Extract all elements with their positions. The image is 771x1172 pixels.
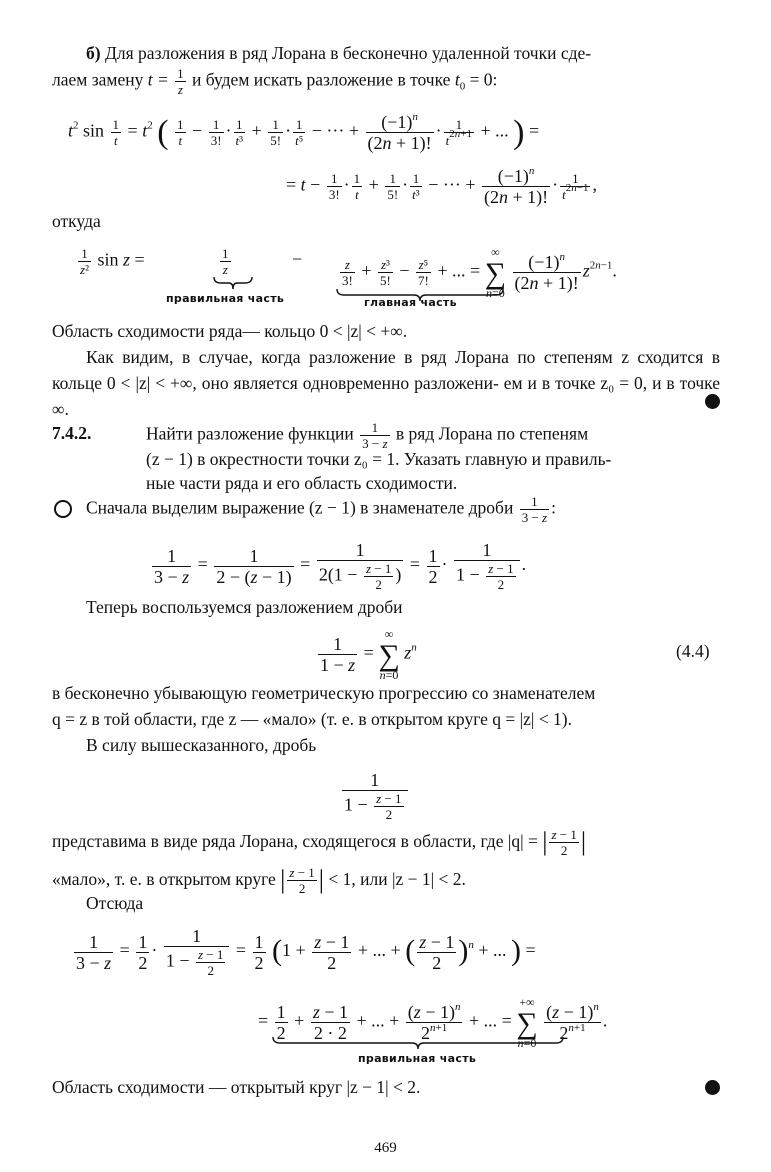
principal-part-terms: $\frac{z}{3!}$ + $\frac{\text{z³}}{5!}$ − $\frac{\text{z⁵}}{7!}$ + ... = ∞ ∑ n=0 $\frac{(-1)^n}{(2n + 1)!}$ $z^{2n-1}$. <box>342 245 617 300</box>
equation-expansion: $\frac{1}{3 - z}$ = $\frac{1}{2}$ · 1 1 − $\frac{z - 1}{2}$ = $\frac{1}{2}$ (1 + $\frac{z - 1}{2}$ + ... + ( $\frac{z - 1}{2}$ )$^n$ + ... ) = <box>76 926 536 978</box>
substitution: t = <box>147 69 169 90</box>
solution-start-marker <box>54 500 72 518</box>
conclusion-b: Как видим, в случае, когда разложение в ряд Лорана по степеням z сходится в кольце 0 < |z| < +∞, оно является одновременно разложени- ем и в точке z₀ = 0, и в точке ∞. <box>52 347 720 419</box>
problem-text-1: Найти разложение функции <box>146 423 354 444</box>
repr-text: представима в виде ряда Лорана, сходящегося в области, где |q| = <box>52 831 538 851</box>
repr-line: представима в виде ряда Лорана, сходящегося в области, где |q| = | $\frac{z - 1}{2}$ | <box>52 827 587 859</box>
equation-rewrite: $\frac{1}{3 - z}$ = $\frac{1}{2 - (z - 1)}$ = 1 2(1 − $\frac{z - 1}{2}$ ) = $\frac{1}{2}$ · 1 1 − $\frac{z - 1}{2}$ . <box>154 540 527 592</box>
regular-part-brace-2 <box>272 1036 564 1050</box>
otkuda: откуда <box>52 211 101 231</box>
solution-next: Теперь воспользуемся разложением дроби <box>86 597 403 617</box>
end-of-solution-marker-2 <box>705 1080 720 1095</box>
equation-number: (4.4) <box>676 641 710 661</box>
one-over-z: $\frac{1}{z}$ <box>177 66 184 97</box>
problem-line2: (z − 1) в окрестности точки z₀ = 1. Указать главную и правиль- <box>146 449 612 469</box>
regular-part-brace <box>213 276 253 290</box>
fraction-display: 1 1 − $\frac{z - 1}{2}$ <box>340 770 410 822</box>
problem-number: 7.4.2. <box>52 423 92 443</box>
t0-symbol: t <box>454 69 460 90</box>
part-b-line2: лаем замену t = $\frac{1}{z}$ и будем искать разложение в точке $t_0 = 0$: <box>52 66 498 97</box>
small-text-1: «мало», т. е. в открытом круге <box>52 869 276 889</box>
part-b-line2-text: лаем замену <box>52 69 144 90</box>
final-region: Область сходимости — открытый круг |z − 1| < 2. <box>52 1077 421 1097</box>
regular-part-term: $\frac{1}{z}$ <box>222 246 229 277</box>
problem-line3: ные части ряда и его область сходимости. <box>146 473 458 493</box>
equation-geometric: $\frac{1}{1 - z}$ = ∞ ∑ n=0 $z^n$ <box>320 627 417 682</box>
end-of-solution-marker <box>705 394 720 409</box>
equation-t2sin-cont: = t − $\frac{1}{3!}$ · $\frac{1}{t}$ + $\frac{1}{5!}$ · $\frac{1}{\text{t³}}$ − ··· + $\frac{(-1)^n}{(2n + 1)!}$ · $\frac{1}{t^{2n-1}}$ , <box>286 165 597 207</box>
regular-part-label-2: правильная часть <box>358 1052 477 1065</box>
equation-sin-over-z2: $\frac{1}{\text{z²}}$ sin z = <box>80 246 145 277</box>
small-text-2: < 1, или |z − 1| < 2. <box>328 869 466 889</box>
t0-value: = 0: <box>469 69 498 90</box>
part-b-paragraph <box>52 40 720 66</box>
equation-t2sin: $t^2$ sin $\frac{1}{t}$ = $t^2$ ( $\frac{1}{t}$ − $\frac{1}{3!}$ · $\frac{1}{\text{t³}}$ + $\frac{1}{5!}$ · $\frac{1}{\text{t⁵}}$ − ··· + $\frac{(-1)^n}{(2n + 1)!}$ · $\frac{1}{t^{2n+1}}$ + ... ) = <box>68 111 540 153</box>
solution-intro: Сначала выделим выражение (z − 1) в знаменателе дроби $\frac{1}{3 - z}$ : <box>86 494 556 525</box>
minus-sign: − <box>292 249 303 269</box>
region-b: Область сходимости ряда— кольцо 0 < |z| < +∞. <box>52 321 408 341</box>
part-b-line2-tail: и будем искать разложение в точке <box>192 69 451 90</box>
regular-part-label: правильная часть <box>166 292 285 305</box>
page-number: 469 <box>374 1140 397 1156</box>
problem-line1: Найти разложение функции $\frac{1}{3 - z}$ в ряд Лорана по степеням <box>146 420 589 451</box>
geom-line-2: q = z в той области, где z — «мало» (т. е. в открытом круге q = |z| < 1). <box>52 709 573 729</box>
part-b-line1: Для разложения в ряд Лорана в бесконечно удаленной точки сде- <box>104 43 592 63</box>
geom-line-1: в бесконечно убывающую геометрическую прогрессию со знаменателем <box>52 683 596 703</box>
hence-line: В силу вышесказанного, дробь <box>86 735 317 755</box>
otsyuda: Отсюда <box>86 893 144 913</box>
problem-text-2: в ряд Лорана по степеням <box>395 423 589 444</box>
equation-expansion-cont: = $\frac{1}{2}$ + $\frac{z - 1}{2 \cdot 2}$ + ... + $\frac{(z - 1)^n}{2^{n+1}}$ + ... = +∞ ∑ n=0 $\frac{(z - 1)^n}{2^{n+1}}$ . <box>258 995 608 1050</box>
principal-part-label: главная часть <box>364 296 457 309</box>
part-b-label: б) <box>86 43 101 63</box>
small-line: «мало», т. е. в открытом круге | $\frac{z - 1}{2}$ | < 1, или |z − 1| < 2. <box>52 865 466 897</box>
solution-intro-text: Сначала выделим выражение (z − 1) в знаменателе дроби <box>86 497 514 518</box>
